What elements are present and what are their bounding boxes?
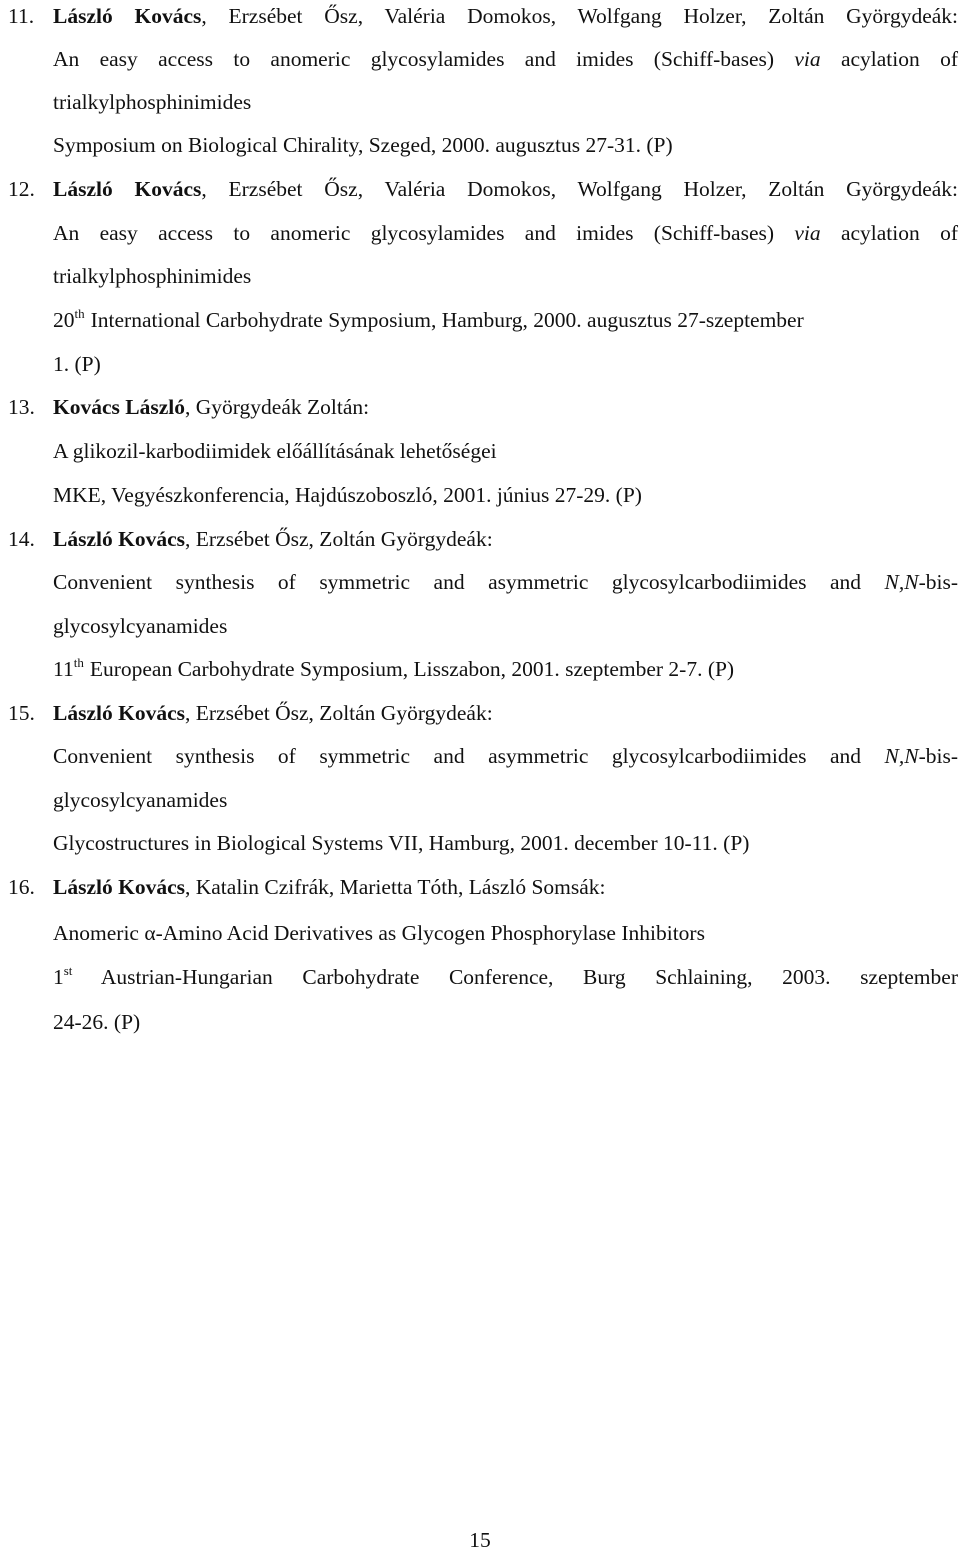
author-highlight: László Kovács [53,527,185,551]
entry-title-continued: trialkylphosphinimides [53,90,252,114]
title-text: Convenient synthesis of symmetric and asymmetric glycosylcarbodiimides and [53,744,862,768]
author-highlight: László Kovács [53,875,185,899]
entry-title [53,572,958,594]
title-text: -bis- [918,570,958,594]
title-italic: via [794,221,821,245]
venue-ordinal-suffix: th [74,306,85,321]
venue-ordinal: 20 [53,308,75,332]
authors-rest: , Györgydeák Zoltán: [184,395,370,419]
title-italic: N,N [884,744,919,768]
entry-title: A glikozil-karbodiimidek előállításának lehetőségei [53,439,497,463]
entry-venue-continued: 24-26. (P) [53,1010,141,1034]
title-text: An easy access to anomeric glycosylamides and imides (Schiff-bases) [53,47,775,71]
entry-venue [53,655,735,681]
entry-number: 14. [8,527,35,551]
author-highlight: Kovács László [53,395,185,419]
venue-text: Austrian-Hungarian Carbohydrate Conference, Burg Schlaining, 2003. szeptember [100,965,958,989]
venue-ordinal: 1 [53,965,64,989]
entry-number: 15. [8,701,35,725]
entry-venue: Glycostructures in Biological Systems VII, Hamburg, 2001. december 10-11. (P) [53,831,750,855]
entry-title [53,223,958,245]
authors-rest: , Erzsébet Ősz, Zoltán Györgydeák: [184,701,493,725]
entry-title-continued: glycosylcyanamides [53,788,228,812]
page-number: 15 [469,1528,491,1552]
title-text: acylation of [840,221,958,245]
venue-text: European Carbohydrate Symposium, Lisszabon, 2001. szeptember 2-7. (P) [89,657,735,681]
entry-title-continued: glycosylcyanamides [53,614,228,638]
venue-ordinal-suffix: th [73,655,84,670]
title-text: Convenient synthesis of symmetric and asymmetric glycosylcarbodiimides and [53,570,862,594]
authors-rest: , Erzsébet Ősz, Zoltán Györgydeák: [184,527,493,551]
title-text: -bis- [918,744,958,768]
title-text: acylation of [840,47,958,71]
authors-rest: , Erzsébet Ősz, Valéria Domokos, Wolfgang Holzer, Zoltán Györgydeák: [201,4,958,28]
entry-title: Anomeric α-Amino Acid Derivatives as Glycogen Phosphorylase Inhibitors [53,921,705,945]
entry-number: 12. [8,177,35,201]
venue-text: International Carbohydrate Symposium, Hamburg, 2000. augusztus 27-szeptember [90,308,804,332]
entry-authors [53,397,369,419]
authors-rest: , Katalin Czifrák, Marietta Tóth, László Somsák: [184,875,606,899]
author-highlight: László Kovács [53,177,202,201]
entry-title [53,746,958,768]
entry-title-continued: trialkylphosphinimides [53,264,252,288]
entry-venue-continued: 1. (P) [53,352,101,376]
entry-number: 13. [8,395,35,419]
entry-number: 11. [8,4,35,28]
title-italic: N,N [884,570,919,594]
venue-ordinal-suffix: st [63,963,73,978]
entry-authors [53,179,958,201]
entry-authors [53,529,493,551]
entry-title [53,49,958,71]
entry-venue [53,306,804,332]
entry-authors [53,6,958,28]
entry-authors [53,877,606,899]
venue-ordinal: 11 [53,657,74,681]
entry-venue: MKE, Vegyészkonferencia, Hajdúszoboszló, 2001. június 27-29. (P) [53,483,642,507]
title-italic: via [794,47,821,71]
author-highlight: László Kovács [53,4,202,28]
author-highlight: László Kovács [53,701,185,725]
entry-number: 16. [8,875,35,899]
title-text: An easy access to anomeric glycosylamides and imides (Schiff-bases) [53,221,775,245]
authors-rest: , Erzsébet Ősz, Valéria Domokos, Wolfgang Holzer, Zoltán Györgydeák: [201,177,958,201]
entry-venue: Symposium on Biological Chirality, Szeged, 2000. augusztus 27-31. (P) [53,133,673,157]
entry-venue [53,963,958,989]
entry-authors [53,703,493,725]
